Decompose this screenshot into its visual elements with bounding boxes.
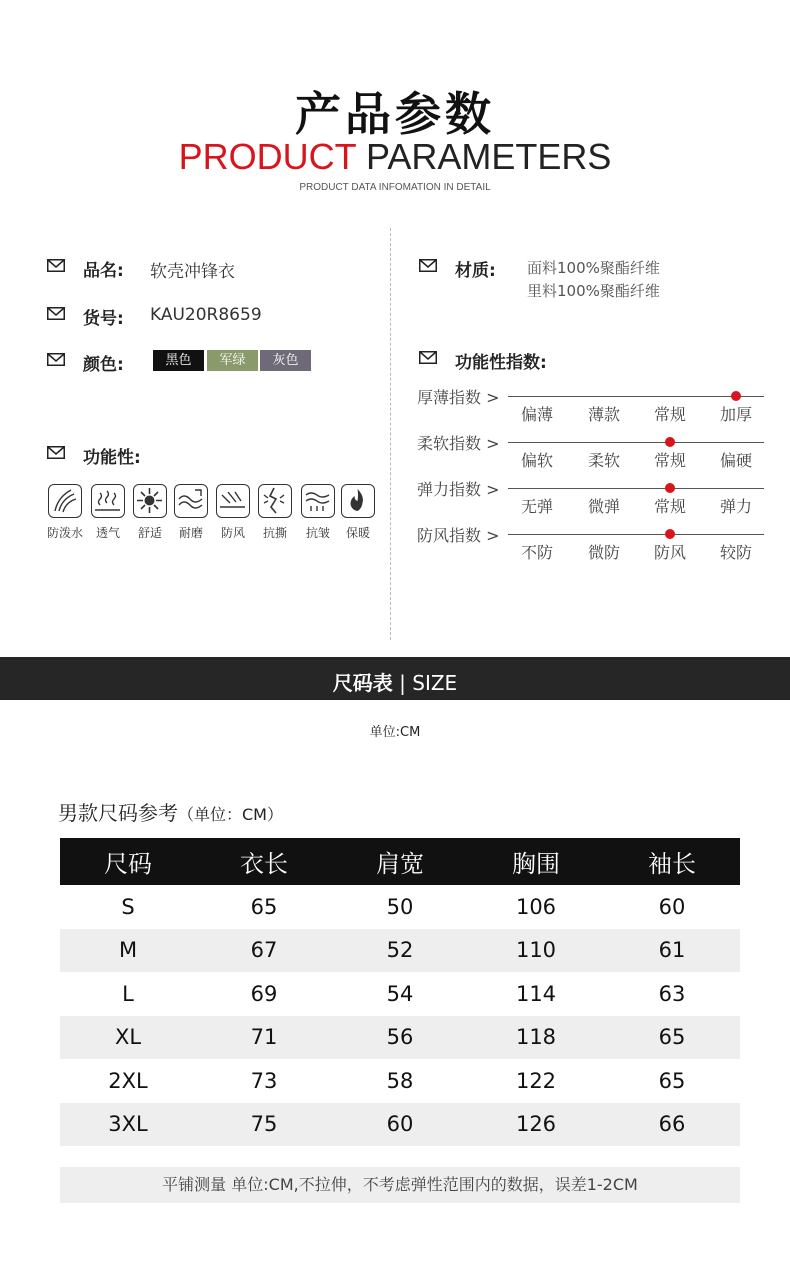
index-option: 偏薄 xyxy=(520,405,553,424)
table-cell: 71 xyxy=(196,1016,332,1060)
index-marker xyxy=(731,391,741,401)
material-line: 面料100%聚酯纤维 xyxy=(527,259,660,277)
index-scale-line xyxy=(508,442,764,443)
table-cell: 73 xyxy=(250,1068,278,1093)
table-cell: 61 xyxy=(604,929,740,973)
table-cell: 65 xyxy=(250,894,278,919)
envelope-icon xyxy=(419,351,437,364)
table-cell: 2XL xyxy=(108,1068,148,1093)
table-row xyxy=(60,1016,740,1060)
table-cell: 122 xyxy=(515,1068,557,1093)
men-size-title xyxy=(58,797,283,826)
table-cell: L xyxy=(122,981,134,1006)
table-cell: 56 xyxy=(332,1016,468,1060)
table-cell: 110 xyxy=(468,929,604,973)
color-label: 颜色: xyxy=(83,355,124,375)
index-option: 薄款 xyxy=(587,405,620,424)
table-row xyxy=(60,929,740,973)
index-option: 柔软 xyxy=(587,451,620,470)
function-label-item: 耐磨 xyxy=(178,526,203,540)
index-row-label: 柔软指数 > xyxy=(417,434,500,453)
index-scale-line xyxy=(508,534,764,535)
index-option: 较防 xyxy=(719,543,752,562)
column-header: 胸围 xyxy=(468,838,604,885)
table-cell: 106 xyxy=(515,894,557,919)
column-header: 衣长 xyxy=(196,838,332,885)
warm-icon xyxy=(341,484,375,518)
table-cell: 66 xyxy=(604,1103,740,1147)
index-option: 微防 xyxy=(587,543,620,562)
index-option: 不防 xyxy=(520,543,553,562)
table-row xyxy=(60,972,740,1016)
function-label: 功能性: xyxy=(83,448,141,468)
tear-resistant-icon xyxy=(258,484,292,518)
page-title-en xyxy=(0,136,790,178)
column-header: 肩宽 xyxy=(332,838,468,885)
size-table xyxy=(60,838,740,1146)
index-marker xyxy=(665,483,675,493)
table-cell: 3XL xyxy=(60,1103,196,1147)
table-cell: 69 xyxy=(250,981,278,1006)
wear-resistant-icon xyxy=(174,484,208,518)
index-scale-line xyxy=(508,488,764,489)
index-option: 微弹 xyxy=(587,497,620,516)
function-label-item: 透气 xyxy=(95,526,120,540)
index-option: 无弹 xyxy=(520,497,553,516)
color-swatch-black[interactable]: 黑色 xyxy=(153,350,204,371)
title-en-rest: PARAMETERS xyxy=(366,136,612,177)
table-cell: 126 xyxy=(468,1103,604,1147)
index-marker xyxy=(665,529,675,539)
material-label: 材质: xyxy=(455,261,496,281)
divider xyxy=(390,228,391,640)
function-label-item: 保暖 xyxy=(345,526,370,540)
table-cell: 60 xyxy=(658,894,686,919)
index-option: 常规 xyxy=(653,405,686,424)
material-line: 里料100%聚酯纤维 xyxy=(527,282,660,300)
index-option: 偏硬 xyxy=(719,451,752,470)
measurement-note: 平铺测量 单位:CM,不拉伸，不考虑弹性范围内的数据，误差1-2CM xyxy=(60,1167,740,1203)
comfort-icon xyxy=(133,484,167,518)
column-header: 尺码 xyxy=(60,838,196,885)
table-cell: 50 xyxy=(386,894,414,919)
men-size-title-text: 男款尺码参考 xyxy=(58,801,178,825)
wrinkle-resistant-icon xyxy=(301,484,335,518)
index-marker xyxy=(665,437,675,447)
envelope-icon xyxy=(47,307,65,320)
name-value: 软壳冲锋衣 xyxy=(150,262,235,282)
size-bar-title xyxy=(0,667,790,696)
table-row xyxy=(60,1059,740,1103)
table-cell: 58 xyxy=(386,1068,414,1093)
index-row-label: 防风指数 > xyxy=(417,526,500,545)
table-cell: 75 xyxy=(196,1103,332,1147)
table-cell: 65 xyxy=(658,1068,686,1093)
index-row-label: 弹力指数 > xyxy=(417,480,500,499)
color-swatch-gray[interactable]: 灰色 xyxy=(260,350,311,371)
table-cell: 65 xyxy=(604,1016,740,1060)
index-option: 弹力 xyxy=(719,497,752,516)
index-label: 功能性指数: xyxy=(455,353,547,373)
envelope-icon xyxy=(47,446,65,459)
table-header-row xyxy=(60,838,740,885)
color-swatch-green[interactable]: 军绿 xyxy=(207,350,258,371)
page-subtitle: PRODUCT DATA INFOMATION IN DETAIL xyxy=(299,182,491,193)
index-option: 常规 xyxy=(653,497,686,516)
table-cell: 118 xyxy=(468,1016,604,1060)
column-header: 袖长 xyxy=(604,838,740,885)
table-row xyxy=(60,1103,740,1147)
table-cell: 60 xyxy=(332,1103,468,1147)
table-cell: S xyxy=(121,894,135,919)
index-option: 常规 xyxy=(653,451,686,470)
envelope-icon xyxy=(419,259,437,272)
table-cell: 52 xyxy=(332,929,468,973)
water-repellent-icon xyxy=(48,484,82,518)
name-label: 品名: xyxy=(83,261,124,281)
table-cell: M xyxy=(60,929,196,973)
envelope-icon xyxy=(47,259,65,272)
index-scale-line xyxy=(508,396,764,397)
function-label-item: 抗撕 xyxy=(262,526,287,540)
sku-label: 货号: xyxy=(83,309,124,329)
sku-value: KAU20R8659 xyxy=(150,305,262,325)
page-title: 产品参数 xyxy=(295,87,495,141)
index-option: 加厚 xyxy=(719,405,752,424)
function-label-item: 防泼水 xyxy=(46,526,83,540)
table-cell: 114 xyxy=(515,981,557,1006)
table-cell: 67 xyxy=(196,929,332,973)
envelope-icon xyxy=(47,353,65,366)
title-en-highlight: PRODUCT xyxy=(178,136,356,177)
unit-label: 单位:CM xyxy=(369,725,421,740)
index-row-label: 厚薄指数 > xyxy=(417,388,500,407)
size-bar-sep: | xyxy=(399,671,406,695)
breathable-icon xyxy=(91,484,125,518)
table-row xyxy=(60,885,740,929)
table-cell: 54 xyxy=(386,981,414,1006)
function-label-item: 抗皱 xyxy=(305,526,330,540)
function-label-item: 防风 xyxy=(220,526,245,540)
windproof-icon xyxy=(216,484,250,518)
size-bar-cn: 尺码表 xyxy=(332,671,393,695)
index-option: 防风 xyxy=(653,543,686,562)
table-cell: XL xyxy=(60,1016,196,1060)
function-label-item: 舒适 xyxy=(137,526,162,540)
index-option: 偏软 xyxy=(520,451,553,470)
table-cell: 63 xyxy=(658,981,686,1006)
size-bar-en: SIZE xyxy=(412,671,458,695)
men-size-unit: （单位：CM） xyxy=(178,805,283,824)
